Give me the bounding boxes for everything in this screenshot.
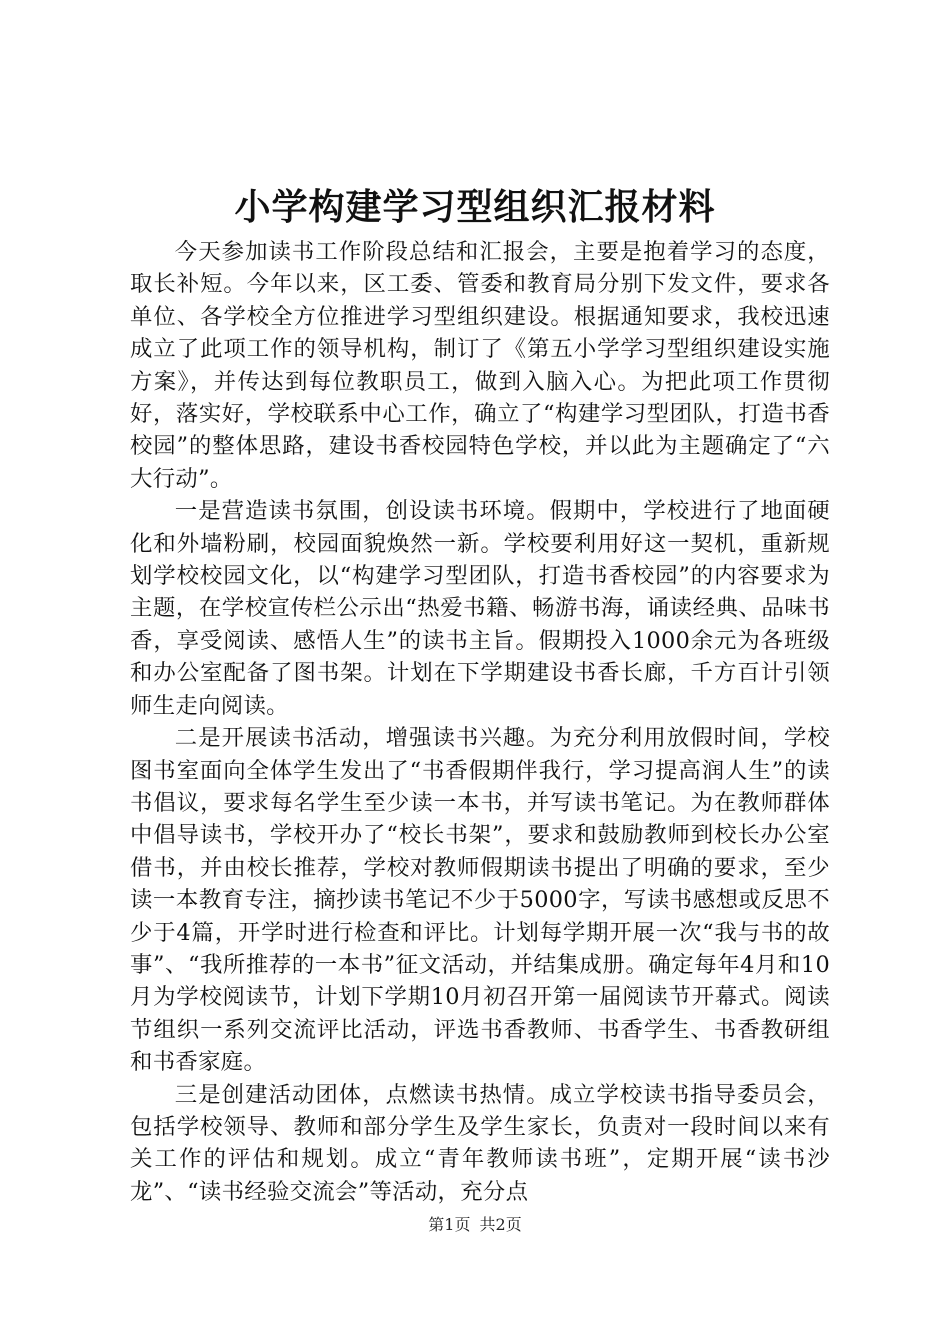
document-title: 小学构建学习型组织汇报材料: [234, 186, 716, 228]
page-number: 第1页: [428, 1215, 471, 1234]
paragraph-3: 二是开展读书活动，增强读书兴趣。为充分利用放假时间，学校图书室面向全体学生发出了“书香假期伴我行，学习提高润人生”的读书倡议，要求每名学生至少读一本书，并写读书笔记。为在教师群体中倡导读书，学校开办了“校长书架”，要求和鼓励教师到校长办公室借书，并由校长推荐，学校对教师假期读书提出了明确的要求，至少读一本教育专注，摘抄读书笔记不少于5000字，写读书感想或反思不少于4篇，开学时进行检查和评比。计划每学期开展一次“我与书的故事”、“我所推荐的一本书”征文活动，并结集成册。确定每年4月和10月为学校阅读节，计划下学期10月初召开第一届阅读节开幕式。阅读节组织一系列交流评比活动，评选书香教师、书香学生、书香教研组和书香家庭。: [130, 725, 830, 1076]
page-footer: [0, 1214, 950, 1236]
page-total: 共2页: [479, 1215, 522, 1234]
document-body: [130, 236, 830, 1208]
paragraph-2: 一是营造读书氛围，创设读书环境。假期中，学校进行了地面硬化和外墙粉刷，校园面貌焕然一新。学校要利用好这一契机，重新规划学校校园文化，以“构建学习型团队，打造书香校园”的内容要求为主题，在学校宣传栏公示出“热爱书籍、畅游书海，诵读经典、品味书香，享受阅读、感悟人生”的读书主旨。假期投入1000余元为各班级和办公室配备了图书架。计划在下学期建设书香长廊，千方百计引领师生走向阅读。: [130, 498, 830, 719]
paragraph-1: 今天参加读书工作阶段总结和汇报会，主要是抱着学习的态度，取长补短。今年以来，区工委、管委和教育局分别下发文件，要求各单位、各学校全方位推进学习型组织建设。根据通知要求，我校迅速成立了此项工作的领导机构，制订了《第五小学学习型组织建设实施方案》，并传达到每位教职员工，做到入脑入心。为把此项工作贯彻好，落实好，学校联系中心工作，确立了“构建学习型团队，打造书香校园”的整体思路，建设书香校园特色学校，并以此为主题确定了“六大行动”。: [130, 239, 830, 492]
paragraph-4: 三是创建活动团体，点燃读书热情。成立学校读书指导委员会，包括学校领导、教师和部分学生及学生家长，负责对一段时间以来有关工作的评估和规划。成立“青年教师读书班”，定期开展“读书沙龙”、“读书经验交流会”等活动，充分点: [130, 1081, 830, 1205]
